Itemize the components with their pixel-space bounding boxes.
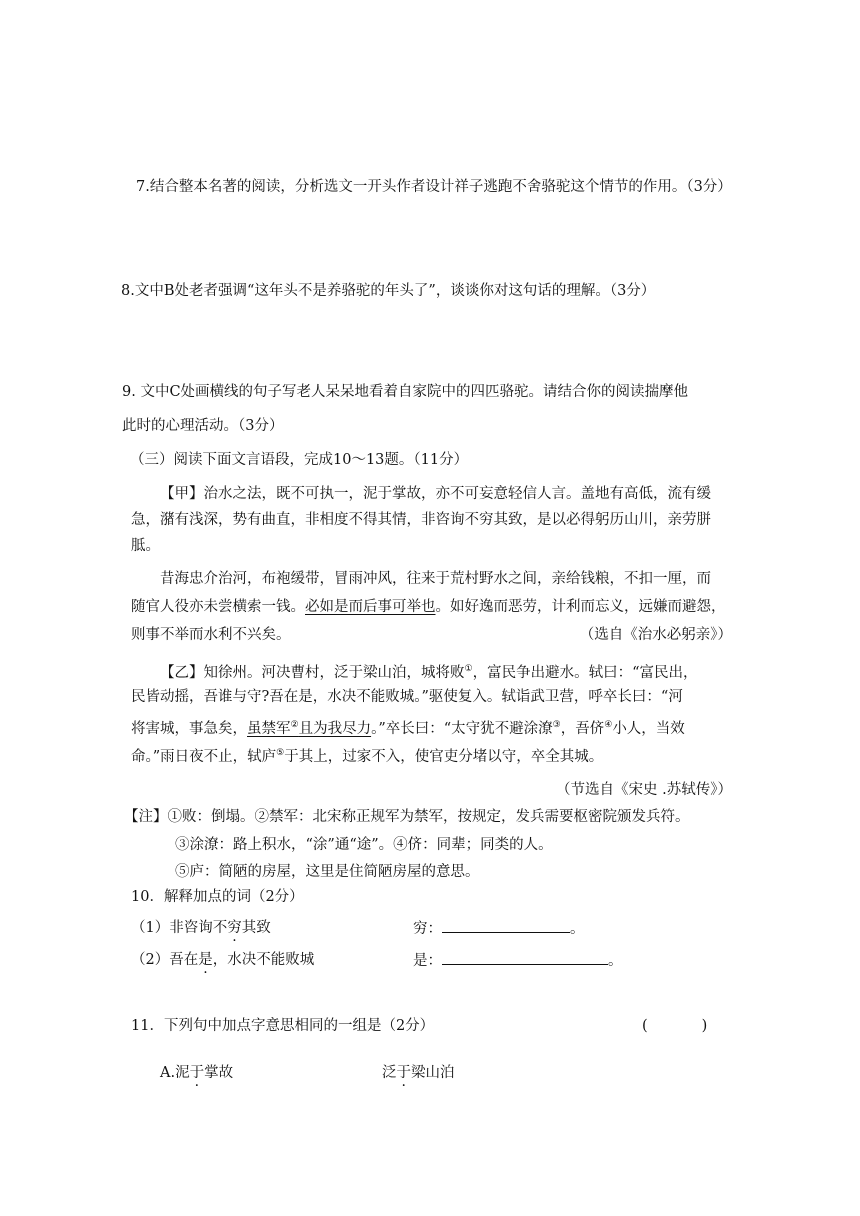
question-11-title: 11．下列句中加点字意思相同的一组是（2分） bbox=[131, 1018, 435, 1034]
footnote-mark: ⑤ bbox=[276, 748, 285, 758]
text-segment: ，富民争出避水。轼曰：“富民出， bbox=[472, 664, 698, 681]
text-segment: ，水决不能败城 bbox=[212, 952, 315, 968]
underlined-sentence: 必如是而后事可举也 bbox=[305, 599, 436, 615]
source-yi: （节选自《宋史 .苏轼传》） bbox=[556, 782, 732, 798]
answer-label: 穷： bbox=[413, 921, 442, 937]
text-segment: 将害城，事急矣， bbox=[131, 720, 247, 737]
question-7: 7.结合整本名著的阅读，分析选文一开头作者设计祥子逃跑不舍骆驼这个情节的作用。（3分） bbox=[136, 179, 732, 195]
dotted-char: 于 bbox=[396, 1065, 411, 1081]
text-segment: 泥 bbox=[175, 1065, 190, 1081]
note-line2: ③涂潦：路上积水，“涂”通“途”。④侪：同辈；同类的人。 bbox=[175, 837, 553, 853]
footnote-mark: ① bbox=[464, 664, 473, 674]
text-segment: 命。”雨日夜不止，轼庐 bbox=[131, 748, 277, 765]
passage-yi-line3 bbox=[131, 715, 685, 739]
source-jia: （选自《治水必躬亲》） bbox=[579, 627, 732, 643]
passage-jia-line3: 胝。 bbox=[131, 538, 160, 554]
text-segment: 且为我尽力 bbox=[298, 720, 372, 737]
passage-jia-line2: 急，潴有浅深，势有曲直，非相度不得其情，非咨询不穷其致，是以必得躬历山川，亲劳胼 bbox=[131, 512, 711, 528]
underlined-sentence bbox=[247, 721, 371, 737]
text-segment: 掌故 bbox=[204, 1065, 234, 1081]
text-segment: 【乙】知徐州。河决曹村，泛于梁山泊，城将败 bbox=[160, 664, 465, 681]
text-segment: 其致 bbox=[241, 920, 271, 936]
text-segment: 于其上，过家不入，使官吏分堵以守，卒全其城。 bbox=[284, 748, 604, 765]
text-segment: 。”卒长曰：“太守犹不避涂潦 bbox=[371, 720, 553, 737]
text-segment: 小人，当效 bbox=[612, 720, 685, 737]
answer-blank[interactable] bbox=[442, 918, 570, 933]
text-segment: 随官人役亦未尝横索一钱。 bbox=[131, 599, 305, 615]
text-segment: （1）非咨询不 bbox=[131, 920, 228, 936]
option-a-part2 bbox=[382, 1063, 455, 1083]
footnote-mark: ② bbox=[290, 720, 299, 730]
paren-open: ( bbox=[642, 1018, 648, 1034]
dotted-char: 于 bbox=[189, 1065, 205, 1081]
question-8: 8.文中B处老者强调“这年头不是养骆驼的年头了”，谈谈你对这句话的理解。（3分） bbox=[121, 283, 656, 299]
passage-jia-line5 bbox=[131, 597, 726, 617]
answer-blank[interactable] bbox=[442, 950, 608, 965]
passage-yi-line4 bbox=[131, 743, 603, 767]
option-a-part1 bbox=[160, 1063, 233, 1083]
question-10-answer1 bbox=[413, 918, 585, 939]
dotted-char: 穷 bbox=[227, 920, 242, 936]
section-3-heading: （三）阅读下面文言语段，完成10～13题。（11分） bbox=[130, 452, 469, 468]
passage-jia-line1: 【甲】治水之法，既不可执一，泥于掌故，亦不可妄意轻信人言。盖地有高低，流有缓 bbox=[160, 486, 711, 502]
passage-yi-line2: 民皆动摇，吾谁与守?吾在是，水决不能败城。”驱使复入。轼诣武卫营，呼卒长曰：“河 bbox=[131, 689, 683, 705]
text-segment: 。 bbox=[570, 921, 585, 937]
question-9-line2: 此时的心理活动。（3分） bbox=[122, 418, 284, 434]
text-segment: 。如好逸而恶劳，计利而忘义，远嫌而避怨， bbox=[435, 599, 726, 615]
paren-close: ) bbox=[701, 1018, 708, 1034]
option-label: A. bbox=[160, 1065, 176, 1081]
answer-paren[interactable] bbox=[642, 1016, 707, 1036]
answer-label: 是： bbox=[413, 953, 442, 969]
note-line3: ⑤庐：简陋的房屋，这里是住简陋房屋的意思。 bbox=[175, 864, 480, 880]
text-segment: 梁山泊 bbox=[411, 1065, 455, 1081]
note-line1: 【注】①败：倒塌。②禁军：北宋称正规军为禁军，按规定，发兵需要枢密院颁发兵符。 bbox=[124, 809, 690, 825]
passage-jia-line6: 则事不举而水利不兴矣。 bbox=[131, 627, 291, 643]
passage-jia-line4: 昔海忠介治河，布袍缓带，冒雨冲风，往来于荒村野水之间，亲给钱粮，不扣一厘，而 bbox=[160, 571, 711, 587]
footnote-mark: ③ bbox=[552, 720, 561, 730]
passage-yi-line1 bbox=[160, 659, 698, 683]
text-segment: 泛 bbox=[382, 1065, 397, 1081]
text-segment: （2）吾在 bbox=[131, 952, 199, 968]
question-10-answer2 bbox=[413, 950, 623, 971]
text-segment: ，吾侪 bbox=[560, 720, 605, 737]
question-9-line1: 9. 文中C处画横线的句子写老人呆呆地看着自家院中的四匹骆驼。请结合你的阅读揣摩他 bbox=[122, 384, 689, 400]
question-10-item2 bbox=[131, 950, 314, 970]
text-segment: 虽禁军 bbox=[247, 720, 291, 737]
dotted-char: 是 bbox=[198, 952, 213, 968]
text-segment: 。 bbox=[608, 953, 623, 969]
question-10-item1 bbox=[131, 918, 271, 938]
question-10-title: 10．解释加点的词（2分） bbox=[131, 889, 304, 905]
footnote-mark: ④ bbox=[604, 720, 613, 730]
